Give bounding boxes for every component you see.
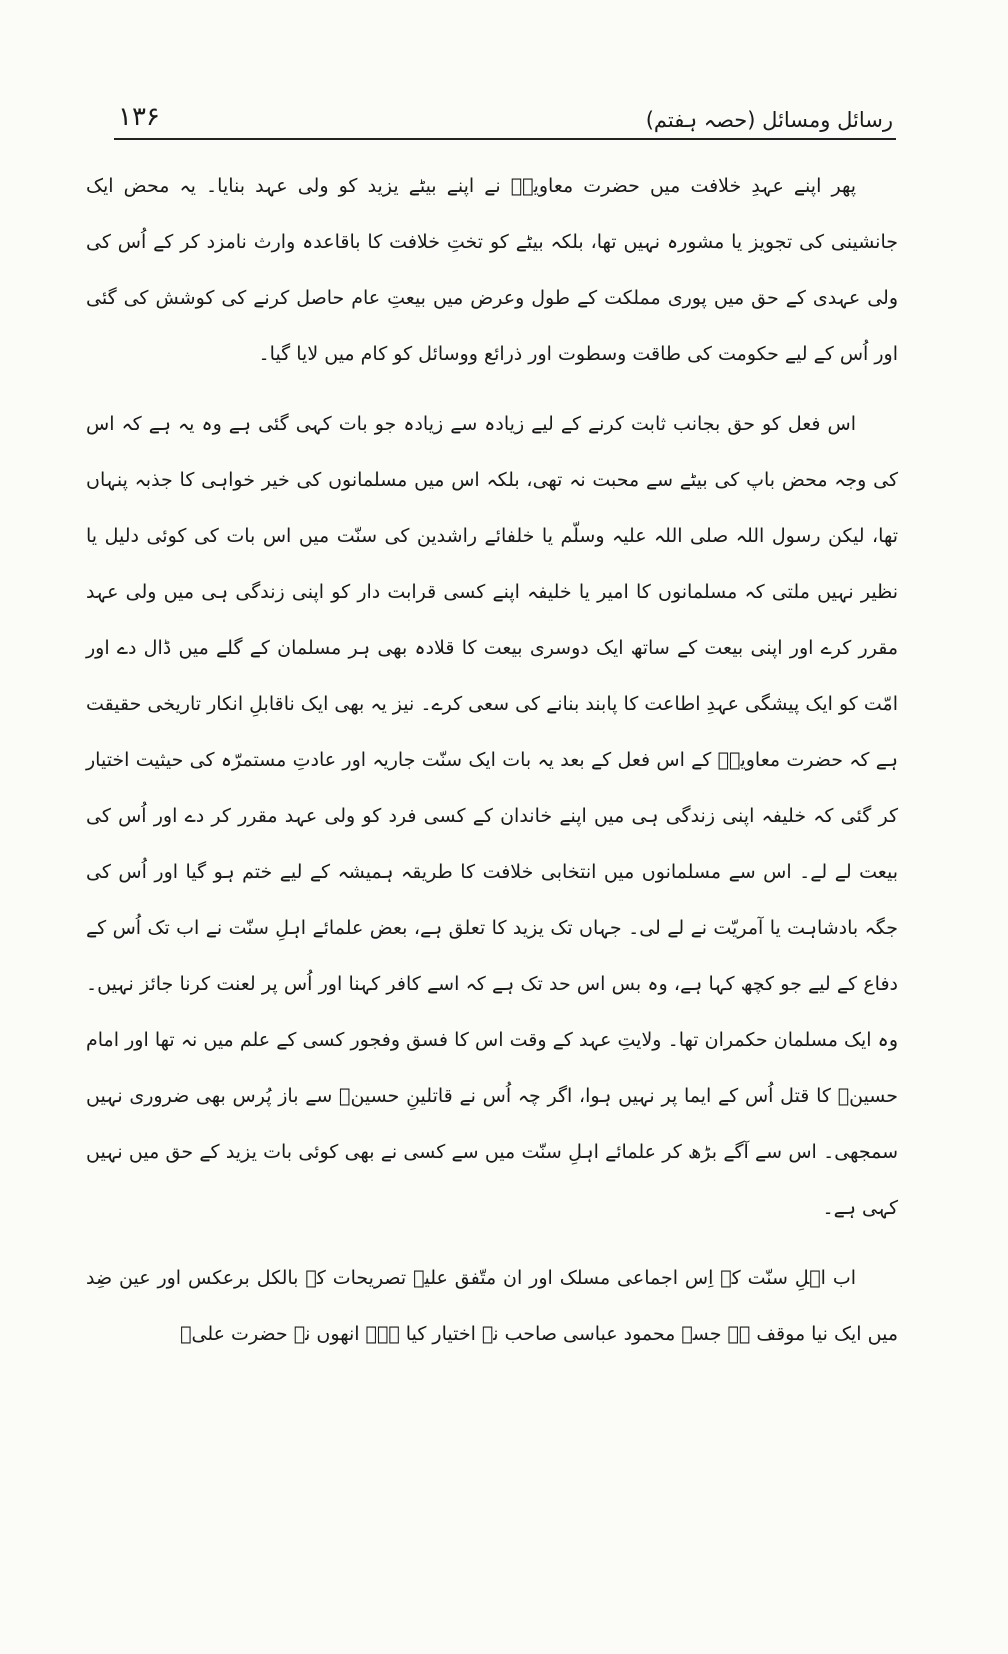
paragraph: پھر اپنے عہدِ خلافت میں حضرت معاویہؓ نے اپنے بیٹے یزید کو ولی عہد بنایا۔ یہ محض ایک جانشینی کی تجویز یا مشورہ نہیں تھا، بلکہ بیٹے کو تختِ خلافت کا باقاعدہ وارث نامزد کر کے اُس کی ولی عہدی کے حق میں پوری مملکت کے طول وعرض میں بیعتِ عام حاصل کرنے کی کوشش کی گئی اور اُس کے لیے حکومت کی طاقت وسطوت اور ذرائع ووسائل کو کام میں لایا گیا۔	[86, 175, 898, 365]
header-divider	[114, 138, 896, 140]
page-header	[118, 92, 893, 132]
paragraph: اب اہلِ سنّت کے اِس اجماعی مسلک اور ان متّفق علیہ تصریحات کے بالکل برعکس اور عین ضِد میں ایک نیا موقف ہے جسے محمود عباسی صاحب نے اختیار کیا ہے۔ انھوں نے حضرت علیؓ	[86, 1267, 898, 1345]
page-number: ۱۳۶	[118, 102, 160, 132]
running-title: رسائل ومسائل (حصہ ہفتم)	[645, 108, 893, 132]
paragraph: اس فعل کو حق بجانب ثابت کرنے کے لیے زیادہ سے زیادہ جو بات کہی گئی ہے وہ یہ ہے کہ اس کی وجہ محض باپ کی بیٹے سے محبت نہ تھی، بلکہ اس میں مسلمانوں کی خیر خواہی کا جذبہ پنہاں تھا، لیکن رسول اللہ صلی اللہ علیہ وسلّم یا خلفائے راشدین کی سنّت میں اس بات کی کوئی دلیل یا نظیر نہیں ملتی کہ مسلمانوں کا امیر یا خلیفہ اپنے کسی قرابت دار کو اپنی زندگی ہی میں ولی عہد مقرر کرے اور اپنی بیعت کے ساتھ ایک دوسری بیعت کا قلادہ بھی ہر مسلمان کے گلے میں ڈال دے اور امّت کو ایک پیشگی عہدِ اطاعت کا پابند بنانے کی سعی کرے۔ نیز یہ بھی ایک ناقابلِ انکار تاریخی حقیقت ہے کہ حضرت معاویہؓ کے اس فعل کے بعد یہ بات ایک سنّت جاریہ اور عادتِ مستمرّہ کی حیثیت اختیار کر گئی کہ خلیفہ اپنی زندگی ہی میں اپنے خاندان کے کسی فرد کو ولی عہد مقرر کر دے اور اُس کی بیعت لے لے۔ اس سے مسلمانوں میں انتخابی خلافت کا طریقہ ہمیشہ کے لیے ختم ہو گیا اور اُس کی جگہ بادشاہت یا آمریّت نے لے لی۔ جہاں تک یزید کا تعلق ہے، بعض علمائے اہلِ سنّت نے اب تک اُس کے دفاع کے لیے جو کچھ کہا ہے، وہ بس اس حد تک ہے کہ اسے کافر کہنا اور اُس پر لعنت کرنا جائز نہیں۔ وہ ایک مسلمان حکمران تھا۔ ولایتِ عہد کے وقت اس کا فسق وفجور کسی کے علم میں نہ تھا اور امام حسینؓ کا قتل اُس کے ایما پر نہیں ہوا، اگر چہ اُس نے قاتلینِ حسینؓ سے باز پُرس بھی ضروری نہیں سمجھی۔ اس سے آگے بڑھ کر علمائے اہلِ سنّت میں سے کسی نے بھی کوئی بات یزید کے حق میں نہیں کہی ہے۔	[86, 413, 898, 1219]
body-text	[86, 158, 898, 1376]
